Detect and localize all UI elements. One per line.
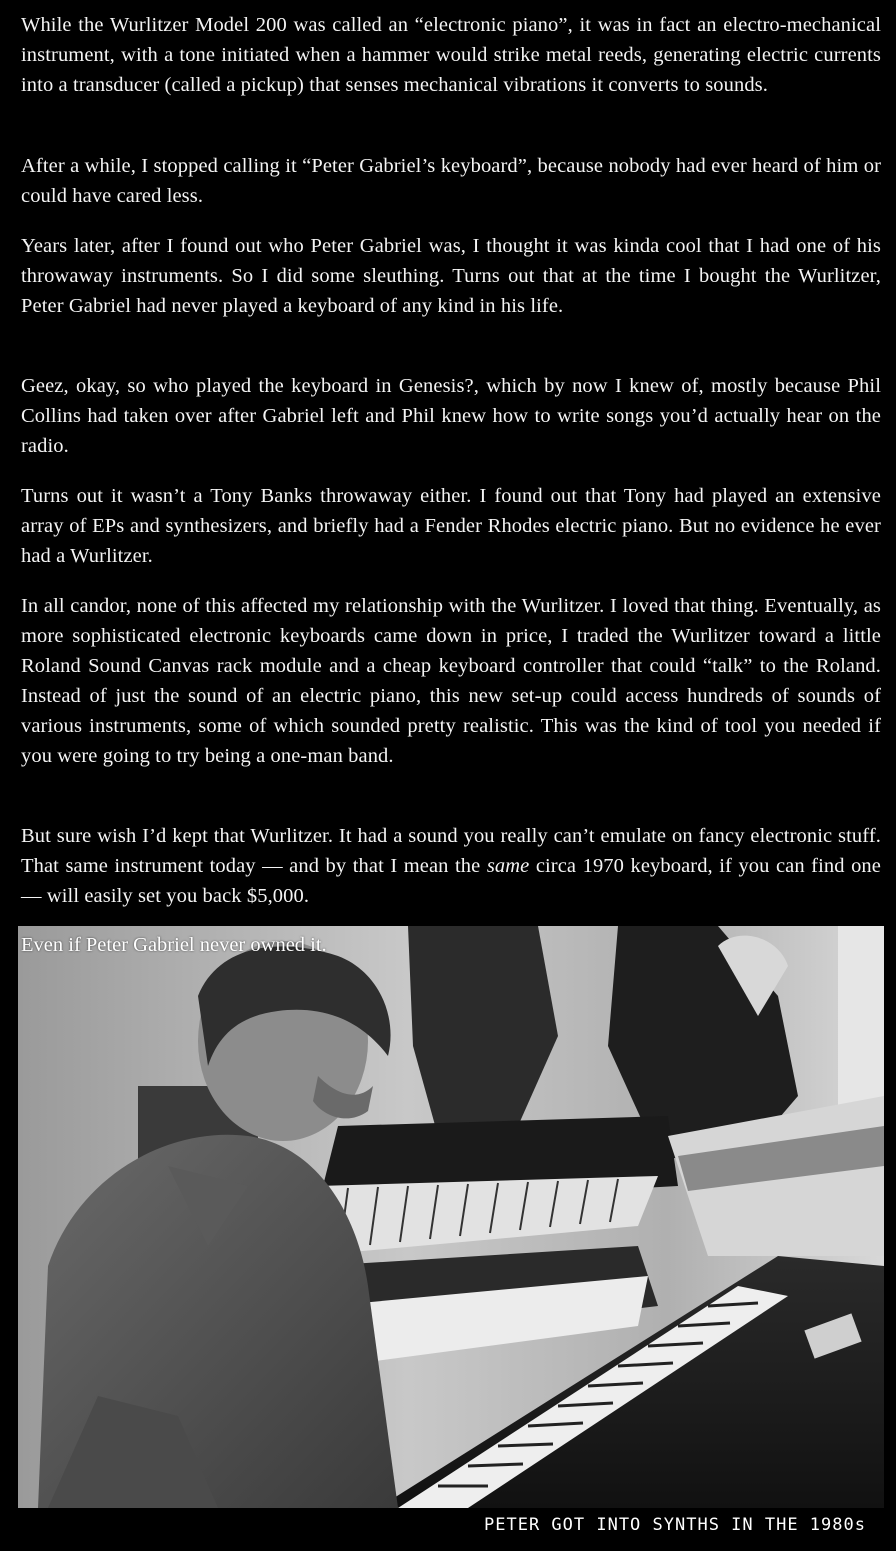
- paragraph-7-start: But sure wish I’d kept that Wurlitzer. It had a sound you really can’t emulate on fancy electronic stuff. That same instrument today — and by that I mean the: [21, 825, 881, 877]
- paragraph-1: While the Wurlitzer Model 200 was called an “electronic piano”, it was in fact an electro-mechanical instrument, with a tone initiated when a hammer would strike metal reeds, generating electric currents into a transducer (called a pickup) that senses mechanical vibrations it converts to sounds.: [21, 14, 881, 96]
- paragraph-5: Turns out it wasn’t a Tony Banks throwaway either. I found out that Tony had played an extensive array of EPs and synthesizers, and briefly had a Fender Rhodes electric piano. But no evidence he ever had a Wurlitzer.: [21, 485, 881, 567]
- photo-illustration: [18, 926, 884, 1508]
- photo-keyboardist: [18, 926, 884, 1508]
- photo-overlay-caption: Even if Peter Gabriel never owned it.: [21, 934, 327, 956]
- paragraph-3: Years later, after I found out who Peter Gabriel was, I thought it was kinda cool that I had one of his throwaway instruments. So I did some sleuthing. Turns out that at the time I bought the Wurlitzer, Peter Gabriel had never played a keyboard of any kind in his life.: [21, 235, 881, 317]
- paragraph-7-end: circa 1970 keyboard, if you can find one — will easily set you back $5,000.: [21, 855, 881, 907]
- paragraph-2: After a while, I stopped calling it “Peter Gabriel’s keyboard”, because nobody had ever heard of him or could have cared less.: [21, 155, 881, 207]
- emphasis-same: same: [486, 855, 530, 877]
- paragraph-7: [21, 821, 881, 911]
- paragraph-6: In all candor, none of this affected my relationship with the Wurlitzer. I loved that thing. Eventually, as more sophisticated electronic keyboards came down in price, I traded the Wurlitzer toward a little Roland Sound Canvas rack module and a cheap keyboard controller that could “talk” to the Roland. Instead of just the sound of an electric piano, this new set-up could access hundreds of sounds of various instruments, some of which sounded pretty realistic. This was the kind of tool you needed if you were going to try being a one-man band.: [21, 595, 881, 767]
- photo-caption: PETER GOT INTO SYNTHS IN THE 1980s: [484, 1515, 866, 1535]
- paragraph-4: Geez, okay, so who played the keyboard in Genesis?, which by now I knew of, mostly because Phil Collins had taken over after Gabriel left and Phil knew how to write songs you’d actually hear on the radio.: [21, 375, 881, 457]
